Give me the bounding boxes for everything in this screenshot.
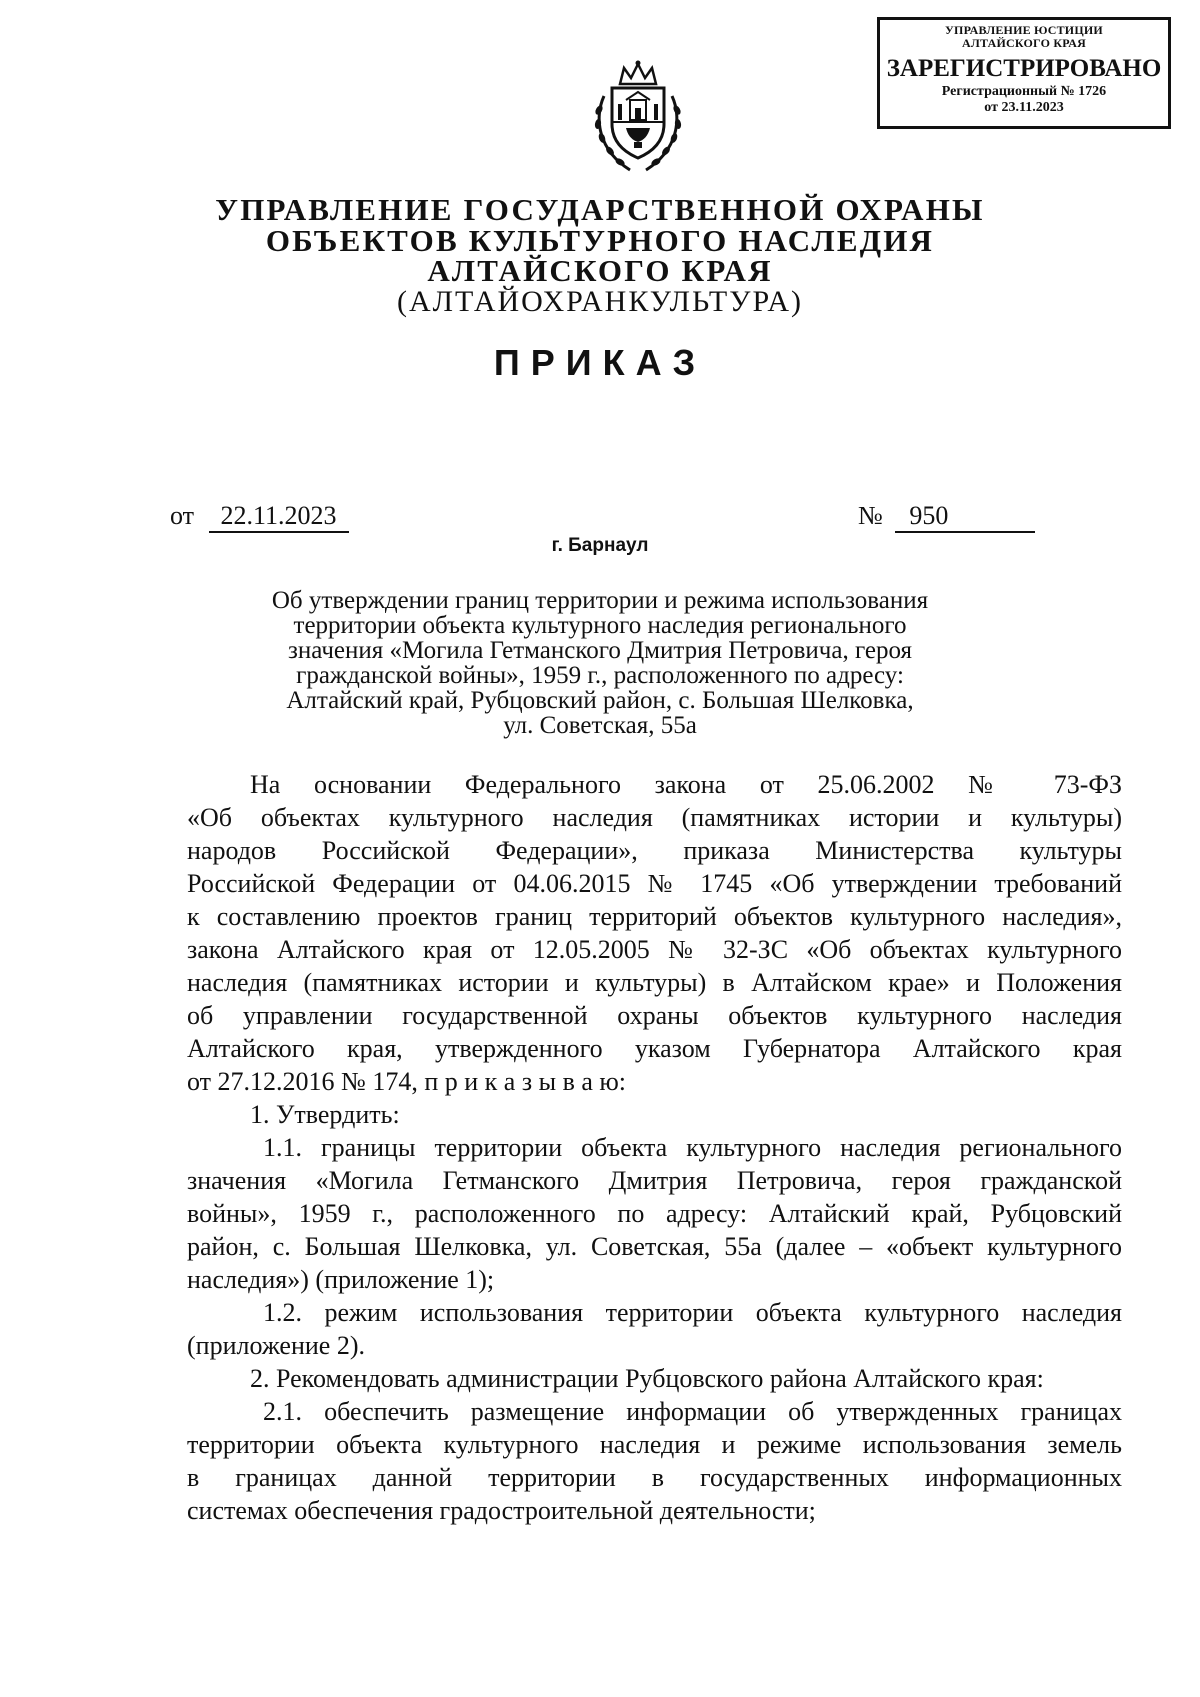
body-line: (приложение 2). — [187, 1331, 366, 1360]
body-line: об управлении государственной охраны объектов культурного наследия — [187, 1001, 1122, 1030]
order-date — [170, 501, 349, 533]
coat-of-arms-icon — [590, 58, 686, 178]
body-line: наследия») (приложение 1); — [187, 1265, 495, 1294]
subject-line: ул. Советская, 55а — [503, 712, 697, 739]
subject-line: значения «Могила Гетманского Дмитрия Петровича, героя — [287, 637, 913, 664]
body-line: 2.1. обеспечить размещение информации об утвержденных границах — [263, 1397, 1122, 1426]
org-name-line-3: АЛТАЙСКОГО КРАЯ — [427, 253, 773, 288]
body-line: На основании Федерального закона от 25.06.2002 № 73-ФЗ — [250, 770, 1122, 799]
body-line: в границах данной территории в государственных информационных — [187, 1463, 1122, 1492]
stamp-reg-date: от 23.11.2023 — [984, 100, 1064, 115]
subject-line: территории объекта культурного наследия регионального — [293, 612, 907, 639]
body-line: Алтайского края, утвержденного указом Губернатора Алтайского края — [187, 1034, 1122, 1063]
order-subject — [230, 588, 970, 738]
order-number — [858, 501, 1035, 533]
body-line: 1. Утвердить: — [250, 1100, 400, 1129]
body-line: «Об объектах культурного наследия (памятниках истории и культуры) — [187, 803, 1122, 832]
org-name-line-2: ОБЪЕКТОВ КУЛЬТУРНОГО НАСЛЕДИЯ — [265, 223, 935, 258]
subject-line: Об утверждении границ территории и режима использования — [271, 587, 929, 614]
stamp-reg-number: Регистрационный № 1726 — [941, 84, 1107, 99]
stamp-status: ЗАРЕГИСТРИРОВАНО — [886, 55, 1162, 82]
order-city: г. Барнаул — [551, 535, 649, 556]
subject-line: Алтайский край, Рубцовский район, с. Большая Шелковка, — [286, 687, 914, 714]
order-number-prefix: № — [858, 501, 883, 530]
body-line: войны», 1959 г., расположенного по адресу: Алтайский край, Рубцовский — [187, 1199, 1122, 1228]
order-number-value: 950 — [895, 501, 1035, 533]
org-short-name: (АЛТАЙОХРАНКУЛЬТУРА) — [397, 285, 803, 318]
order-date-prefix: от — [170, 501, 195, 530]
body-line: территории объекта культурного наследия и режиме использования земель — [187, 1430, 1122, 1459]
body-line: значения «Могила Гетманского Дмитрия Петровича, героя гражданской — [187, 1166, 1122, 1195]
body-line: системах обеспечения градостроительной деятельности; — [187, 1496, 816, 1525]
body-line: к составлению проектов границ территорий объектов культурного наследия», — [187, 902, 1122, 931]
body-line: наследия (памятниках истории и культуры) в Алтайском крае» и Положения — [187, 968, 1122, 997]
body-line: народов Российской Федерации», приказа Министерства культуры — [187, 836, 1122, 865]
org-name-line-1: УПРАВЛЕНИЕ ГОСУДАРСТВЕННОЙ ОХРАНЫ — [215, 192, 985, 227]
stamp-org-line-1: УПРАВЛЕНИЕ ЮСТИЦИИ — [945, 23, 1103, 37]
stamp-org-line-2: АЛТАЙСКОГО КРАЯ — [962, 36, 1086, 50]
body-line: 1.1. границы территории объекта культурного наследия регионального — [263, 1133, 1122, 1162]
body-line: 2. Рекомендовать администрации Рубцовского района Алтайского края: — [250, 1364, 1044, 1393]
registration-stamp — [877, 17, 1171, 129]
body-line: район, с. Большая Шелковка, ул. Советская, 55а (далее – «объект культурного — [187, 1232, 1122, 1261]
order-date-value: 22.11.2023 — [209, 501, 349, 533]
body-line: от 27.12.2016 № 174, п р и к а з ы в а ю: — [187, 1067, 627, 1096]
body-line: 1.2. режим использования территории объекта культурного наследия — [263, 1298, 1122, 1327]
body-line: Российской Федерации от 04.06.2015 № 1745 «Об утверждении требований — [187, 869, 1122, 898]
document-type: ПРИКАЗ — [493, 342, 707, 383]
subject-line: гражданской войны», 1959 г., расположенного по адресу: — [296, 662, 904, 689]
body-line: закона Алтайского края от 12.05.2005 № 32-ЗС «Об объектах культурного — [187, 935, 1122, 964]
